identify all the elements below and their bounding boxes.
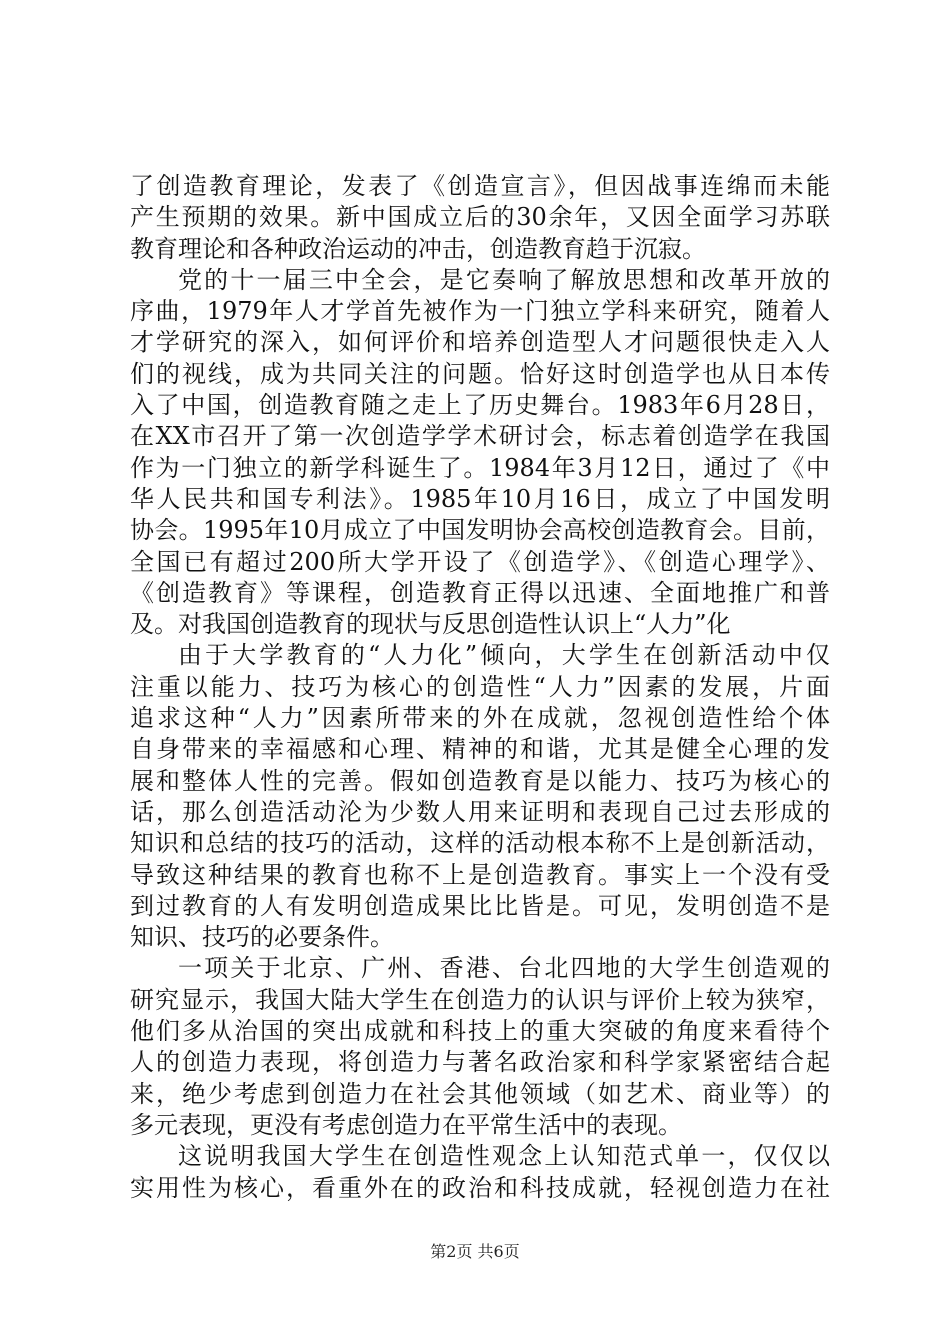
text-line: 产生预期的效果。新中国成立后的30余年，又因全面学习苏联 <box>130 203 830 232</box>
text-line: 这说明我国大学生在创造性观念上认知范式单一，仅仅以 <box>178 1142 830 1171</box>
text-line: 序曲，1979年人才学首先被作为一门独立学科来研究，随着人 <box>130 297 830 326</box>
text-line: 知识和总结的技巧的活动，这样的活动根本称不上是创新活动， <box>130 829 830 858</box>
text-line: 一项关于北京、广州、香港、台北四地的大学生创造观的 <box>178 954 830 983</box>
text-line: 及。对我国创造教育的现状与反思创造性认识上“人力”化 <box>130 610 731 639</box>
text-line: 作为一门独立的新学科诞生了。1984年3月12日，通过了《中 <box>130 453 830 482</box>
text-line: 他们多从治国的突出成就和科技上的重大突破的角度来看待个 <box>130 1017 830 1046</box>
text-line: 追求这种“人力”因素所带来的外在成就，忽视创造性给个体 <box>130 704 830 733</box>
text-line: 入了中国，创造教育随之走上了历史舞台。1983年6月28日， <box>130 391 830 420</box>
text-line: 话，那么创造活动沦为少数人用来证明和表现自己过去形成的 <box>130 797 830 826</box>
text-line: 全国已有超过200所大学开设了《创造学》、《创造心理学》、 <box>130 547 830 576</box>
text-line: 们的视线，成为共同关注的问题。恰好这时创造学也从日本传 <box>130 359 830 388</box>
text-line: 多元表现，更没有考虑创造力在平常生活中的表现。 <box>130 1110 682 1139</box>
text-line: 来，绝少考虑到创造力在社会其他领域（如艺术、商业等）的 <box>130 1079 830 1108</box>
text-line: 导致这种结果的教育也称不上是创造教育。事实上一个没有受 <box>130 860 830 889</box>
text-line: 了创造教育理论，发表了《创造宣言》，但因战事连绵而未能 <box>130 172 830 200</box>
text-line: 由于大学教育的“人力化”倾向，大学生在创新活动中仅 <box>178 641 830 670</box>
text-line: 华人民共和国专利法》。1985年10月16日，成立了中国发明 <box>130 484 830 513</box>
text-line: 到过教育的人有发明创造成果比比皆是。可见，发明创造不是 <box>130 891 830 920</box>
text-line: 自身带来的幸福感和心理、精神的和谐，尤其是健全心理的发 <box>130 735 830 764</box>
text-line: 注重以能力、技巧为核心的创造性“人力”因素的发展，片面 <box>130 672 830 701</box>
text-line: 人的创造力表现，将创造力与著名政治家和科学家紧密结合起 <box>130 1048 830 1077</box>
text-line: 展和整体人性的完善。假如创造教育是以能力、技巧为核心的 <box>130 766 830 795</box>
text-line: 研究显示，我国大陆大学生在创造力的认识与评价上较为狭窄， <box>130 985 830 1014</box>
text-line: 在XX市召开了第一次创造学学术研讨会，标志着创造学在我国 <box>130 422 830 451</box>
text-line: 《创造教育》等课程，创造教育正得以迅速、全面地推广和普 <box>130 578 830 607</box>
text-line: 实用性为核心，看重外在的政治和科技成就，轻视创造力在社 <box>130 1173 830 1202</box>
text-line: 知识、技巧的必要条件。 <box>130 923 394 952</box>
text-line: 协会。1995年10月成立了中国发明协会高校创造教育会。目前， <box>130 516 830 545</box>
page-footer: 第2页 共6页 <box>430 1242 520 1261</box>
text-line: 党的十一届三中全会，是它奏响了解放思想和改革开放的 <box>178 265 830 294</box>
text-line: 教育理论和各种政治运动的冲击，创造教育趋于沉寂。 <box>130 234 706 263</box>
text-line: 才学研究的深入，如何评价和培养创造型人才问题很快走入人 <box>130 328 830 357</box>
body-text <box>130 171 830 1204</box>
